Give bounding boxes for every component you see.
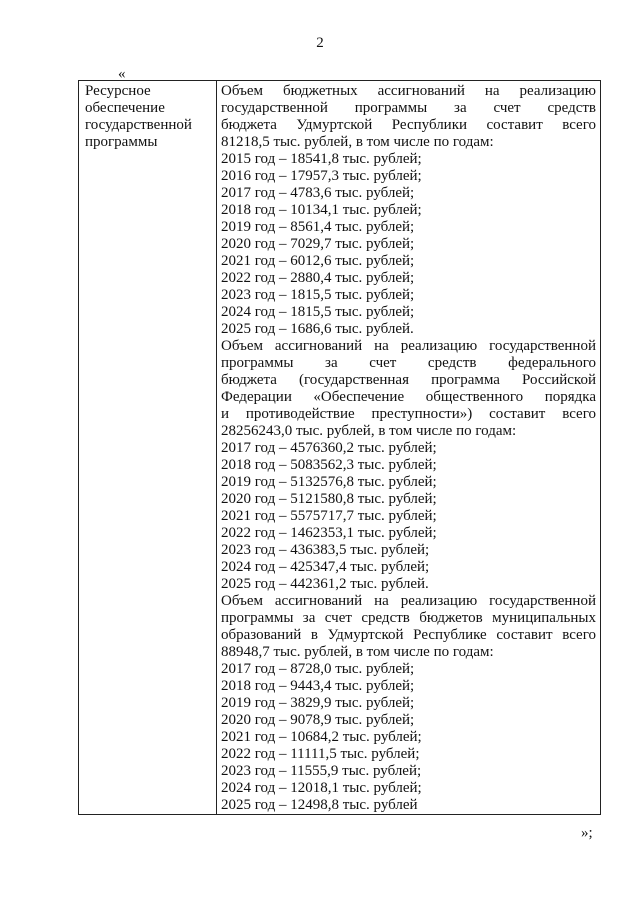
content-line: Объем ассигнований на реализацию государственной [221,593,596,609]
row-heading-text [85,83,212,151]
content-line: программы за счет средств федерального [221,355,596,371]
content-line: 2023 год – 1815,5 тыс. рублей; [221,287,415,303]
content-line: 2025 год – 442361,2 тыс. рублей. [221,576,429,592]
content-line: 28256243,0 тыс. рублей, в том числе по годам: [221,423,517,439]
content-line: 2017 год – 4576360,2 тыс. рублей; [221,440,437,456]
content-line: 2024 год – 1815,5 тыс. рублей; [221,304,415,320]
content-line: 81218,5 тыс. рублей, в том числе по годам: [221,134,494,150]
content-line: государственной программы за счет средств [221,100,596,116]
content-line: 2019 год – 8561,4 тыс. рублей; [221,219,415,235]
content-line: 2018 год – 5083562,3 тыс. рублей; [221,457,437,473]
content-line: 2024 год – 425347,4 тыс. рублей; [221,559,430,575]
content-line: 2025 год – 12498,8 тыс. рублей [221,797,418,813]
heading-line: государственной [85,117,192,133]
heading-line: Ресурсное [85,83,151,99]
content-line: 2019 год – 5132576,8 тыс. рублей; [221,474,437,490]
content-line: 2022 год – 11111,5 тыс. рублей; [221,746,420,762]
table-row [79,81,601,815]
content-line: 2020 год – 5121580,8 тыс. рублей; [221,491,437,507]
content-line: 2021 год – 6012,6 тыс. рублей; [221,253,415,269]
content-line: Федерации «Обеспечение общественного порядка [221,389,596,405]
row-content-text [221,83,596,814]
row-content-cell [217,81,601,815]
content-line: и противодействие преступности») составит всего [221,406,596,422]
content-line: образований в Удмуртской Республике составит всего [221,627,596,643]
content-line: 2020 год – 7029,7 тыс. рублей; [221,236,415,252]
opening-quote-mark: « [118,66,126,82]
content-line: 2017 год – 8728,0 тыс. рублей; [221,661,415,677]
heading-line: программы [85,134,158,150]
content-line: 2016 год – 17957,3 тыс. рублей; [221,168,422,184]
content-line: 2022 год – 2880,4 тыс. рублей; [221,270,415,286]
content-line: 2021 год – 5575717,7 тыс. рублей; [221,508,437,524]
content-line: 2024 год – 12018,1 тыс. рублей; [221,780,422,796]
content-line: 2023 год – 11555,9 тыс. рублей; [221,763,422,779]
row-heading-cell [79,81,217,815]
content-line: 2018 год – 10134,1 тыс. рублей; [221,202,422,218]
content-line: 2015 год – 18541,8 тыс. рублей; [221,151,422,167]
content-line: Объем бюджетных ассигнований на реализацию [221,83,596,99]
content-line: Объем ассигнований на реализацию государственной [221,338,596,354]
resource-provision-table [78,80,601,815]
content-line: программы за счет средств бюджетов муниципальных [221,610,596,626]
content-line: 2019 год – 3829,9 тыс. рублей; [221,695,415,711]
content-line: 2020 год – 9078,9 тыс. рублей; [221,712,415,728]
content-line: бюджета Удмуртской Республики составит всего [221,117,596,133]
content-line: 2023 год – 436383,5 тыс. рублей; [221,542,430,558]
content-line: 2021 год – 10684,2 тыс. рублей; [221,729,422,745]
content-line: 2017 год – 4783,6 тыс. рублей; [221,185,415,201]
content-line: 2018 год – 9443,4 тыс. рублей; [221,678,415,694]
content-line: бюджета (государственная программа Российской [221,372,596,388]
closing-quote-mark: »; [581,825,593,841]
content-line: 2025 год – 1686,6 тыс. рублей. [221,321,414,337]
page-number: 2 [316,35,324,51]
content-line: 88948,7 тыс. рублей, в том числе по годам: [221,644,494,660]
heading-line: обеспечение [85,100,165,116]
content-line: 2022 год – 1462353,1 тыс. рублей; [221,525,437,541]
